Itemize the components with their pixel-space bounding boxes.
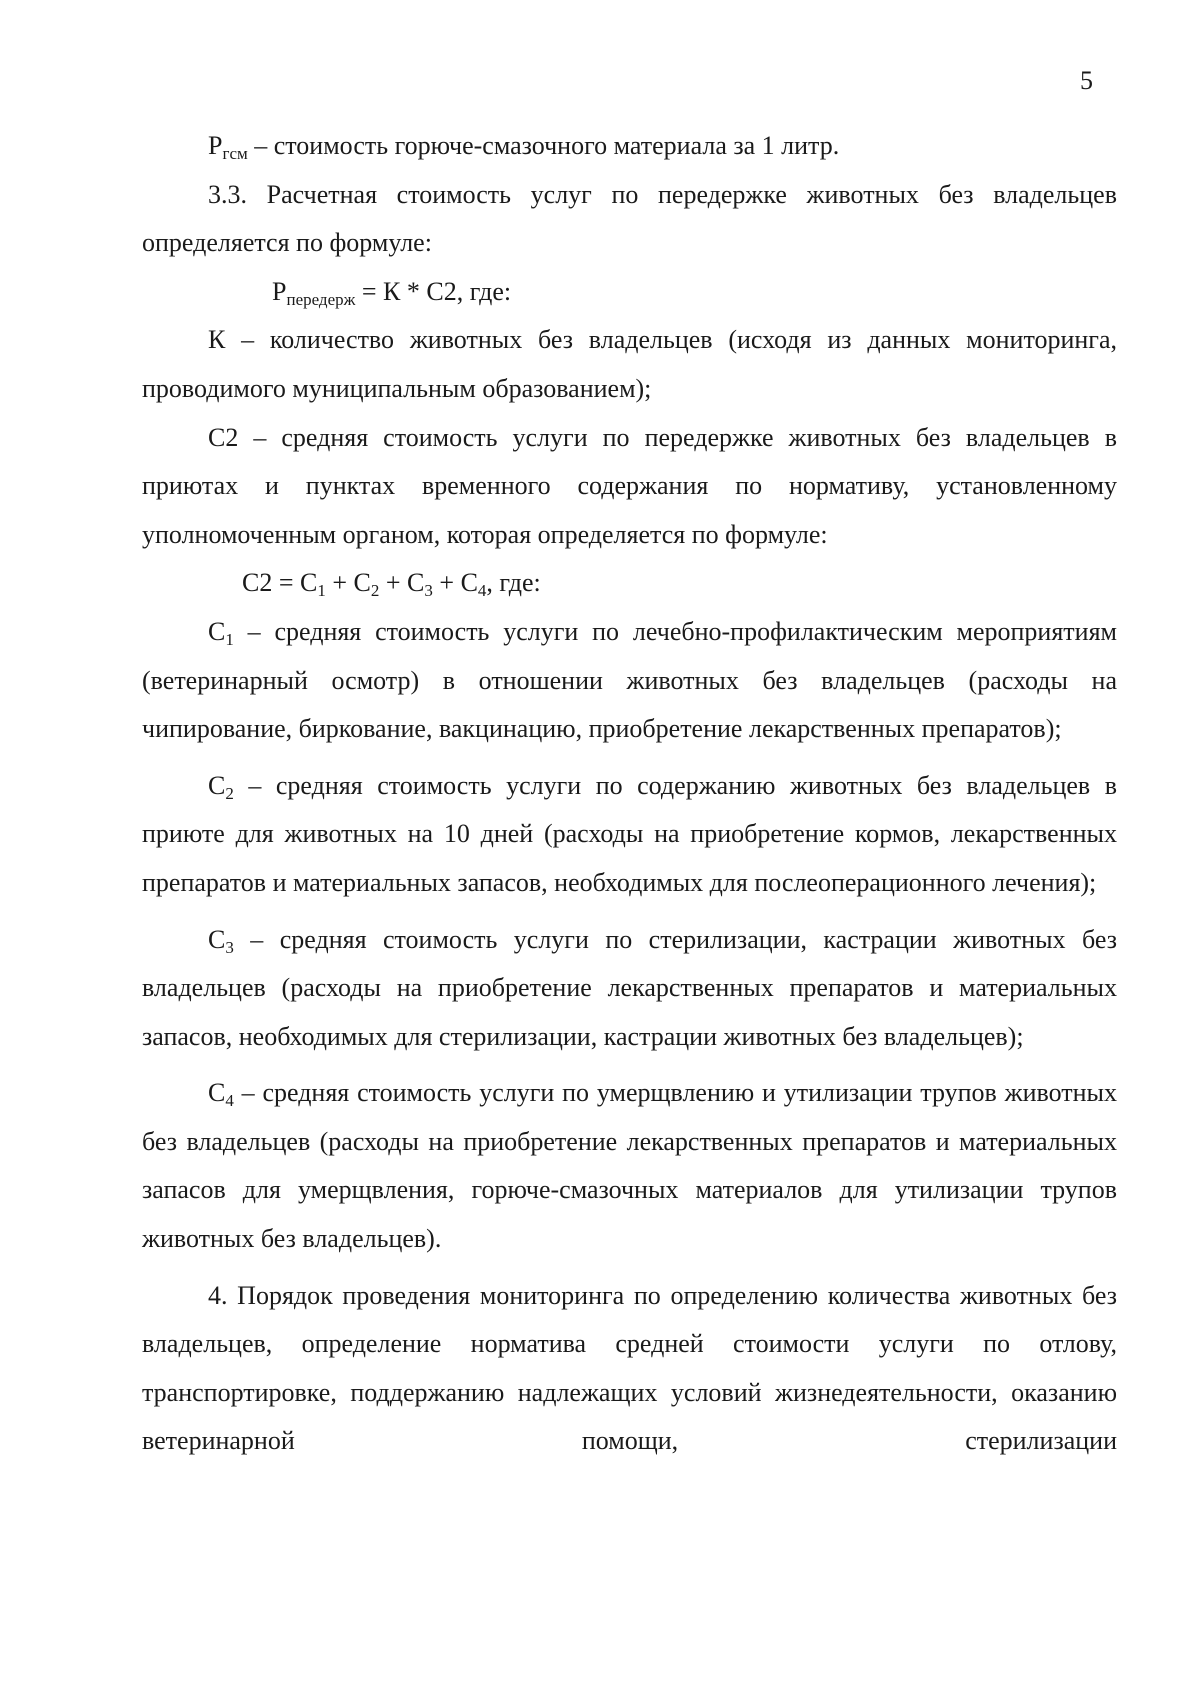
- paragraph-3-3: 3.3. Расчетная стоимость услуг по передержке животных без владельцев определяется по формуле:: [142, 179, 1117, 258]
- paragraph-c3-definition: $С_3$ – средняя стоимость услуги по стерилизации, кастрации животных без владельцев (расходы на приобретение лекарственных препаратов и материальных запасов, необходимых для стерилизации, кастрации животных без владельцев);: [142, 924, 1117, 1051]
- paragraph-c2-definition: С2 – средняя стоимость услуги по передержке животных без владельцев в приютах и пунктах временного содержания по нормативу, установленному уполномоченным органом, которая определяется по формуле:: [142, 422, 1117, 549]
- formula-overexposure: $Р_{передерж} = К * С2$, где:: [272, 276, 512, 309]
- paragraph-c1-definition: $С_1$ – средняя стоимость услуги по лечебно-профилактическим мероприятиям (ветеринарный осмотр) в отношении животных без владельцев (расходы на чипирование, биркование, вакцинацию, приобретение лекарственных препаратов);: [142, 616, 1117, 744]
- paragraph-k-definition: К – количество животных без владельцев (исходя из данных мониторинга, проводимого муниципальным образованием);: [142, 325, 1117, 403]
- paragraph-c2-sub-definition: $С_2$ – средняя стоимость услуги по содержанию животных без владельцев в приюте для животных на 10 дней (расходы на приобретение кормов, лекарственных препаратов и материальных запасов, необходимых для послеоперационного лечения);: [142, 770, 1117, 897]
- document-body: [142, 122, 1117, 1466]
- paragraph-c4-definition: $С_4$ – средняя стоимость услуги по умерщвлению и утилизации трупов животных без владельцев (расходы на приобретение лекарственных препаратов и материальных запасов для умерщвления, горюче-смазочных материалов для утилизации трупов животных без владельцев).: [142, 1078, 1117, 1254]
- formula-c2: $С2 = С_1 + С_2 + С_3 + С_4$, где:: [242, 568, 541, 601]
- page-number: 5: [1080, 66, 1093, 95]
- paragraph-fuel-cost: $Р_{гсм}$ – стоимость горюче-смазочного материала за 1 литр.: [208, 131, 840, 163]
- paragraph-section-4: 4. Порядок проведения мониторинга по определению количества животных без владельцев, определение норматива средней стоимости услуги по отлову, транспортировке, поддержанию надлежащих условий жизнедеятельности, оказанию ветеринарной помощи, стерилизации: [142, 1280, 1117, 1456]
